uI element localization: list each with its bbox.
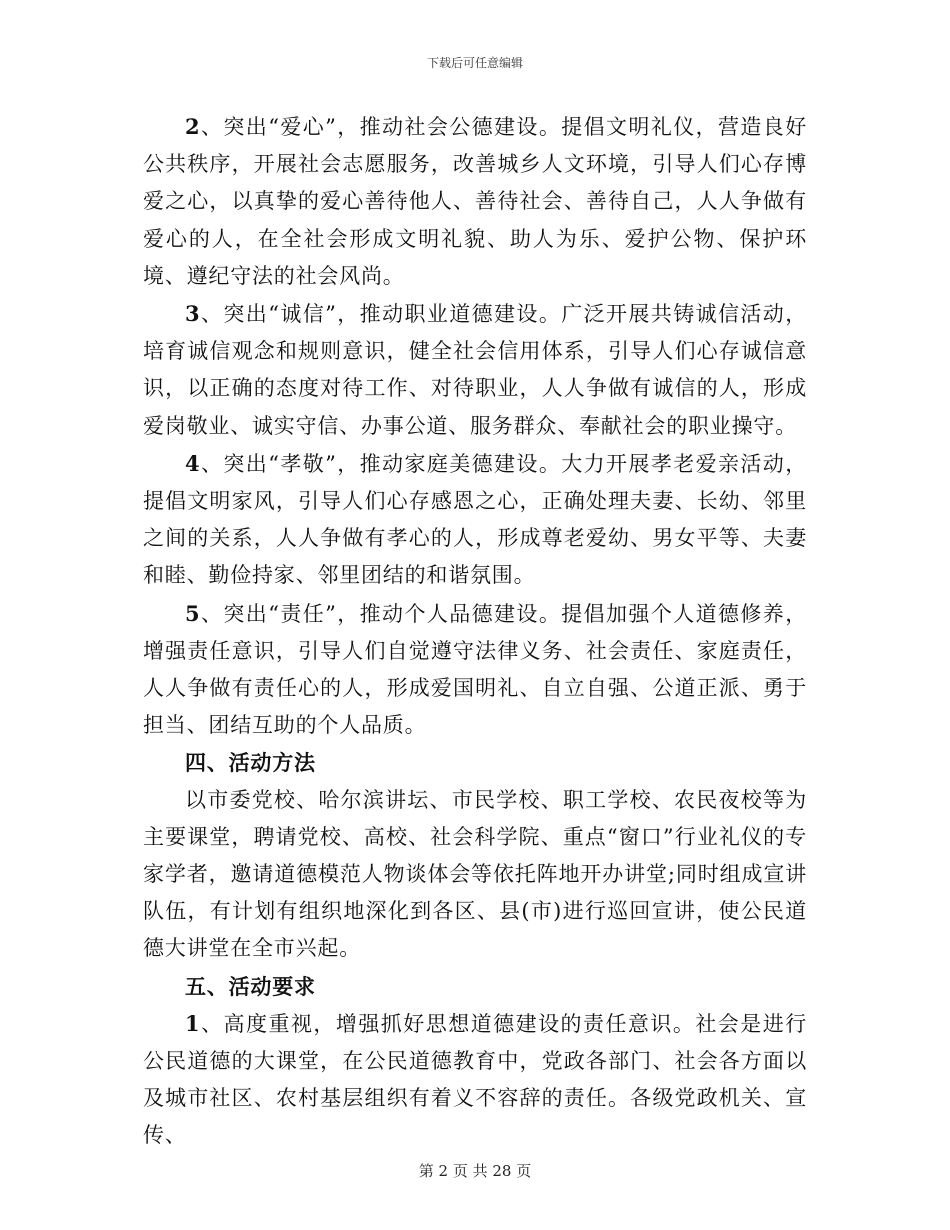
paragraph-chengxin: 3、突出“诚信”，推动职业道德建设。广泛开展共铸诚信活动，培育诚信观念和规则意识，健全社会信用体系，引导人们心存诚信意识，以正确的态度对待工作、对待职业，人人争做有诚信的人，形成爱岗敬业、诚实守信、办事公道、服务群众、奉献社会的职业操守。 — [143, 301, 807, 438]
page-footer: 第 2 页 共 28 页 — [418, 1162, 532, 1180]
paragraph-requirement-1: 1、高度重视，增强抓好思想道德建设的责任意识。社会是进行公民道德的大课堂，在公民道德教育中，党政各部门、社会各方面以及城市社区、农村基层组织有着义不容辞的责任。各级党政机关、宣传、 — [143, 1010, 807, 1148]
document-body — [143, 108, 807, 1155]
page-header: 下载后可任意编辑 — [426, 56, 523, 70]
paragraph-zeren: 5、突出“责任”，推动个人品德建设。提倡加强个人道德修养，增强责任意识，引导人们自觉遵守法律义务、社会责任、家庭责任，人人争做有责任心的人，形成爱国明礼、自立自强、公道正派、勇于担当、团结互助的个人品质。 — [143, 600, 807, 738]
section-heading-methods: 四、活动方法 — [185, 750, 316, 776]
paragraph-aixin: 2、突出“爱心”，推动社会公德建设。提倡文明礼仪，营造良好公共秩序，开展社会志愿服务，改善城乡人文环境，引导人们心存博爱之心，以真挚的爱心善待他人、善待社会、善待自己，人人争做有爱心的人，在全社会形成文明礼貌、助人为乐、爱护公物、保护环境、遵纪守法的社会风尚。 — [143, 114, 807, 288]
section-heading-requirements: 五、活动要求 — [185, 973, 316, 999]
paragraph-xiaojing: 4、突出“孝敬”，推动家庭美德建设。大力开展孝老爱亲活动，提倡文明家风，引导人们心存感恩之心，正确处理夫妻、长幼、邻里之间的关系，人人争做有孝心的人，形成尊老爱幼、男女平等、夫妻和睦、勤俭持家、邻里团结的和谐氛围。 — [143, 450, 807, 588]
paragraph-methods: 以市委党校、哈尔滨讲坛、市民学校、职工学校、农民夜校等为主要课堂，聘请党校、高校、社会科学院、重点“窗口”行业礼仪的专家学者，邀请道德模范人物谈体会等依托阵地开办讲堂;同时组成宣讲队伍，有计划有组织地深化到各区、县(市)进行巡回宣讲，使公民道德大讲堂在全市兴起。 — [143, 787, 807, 961]
